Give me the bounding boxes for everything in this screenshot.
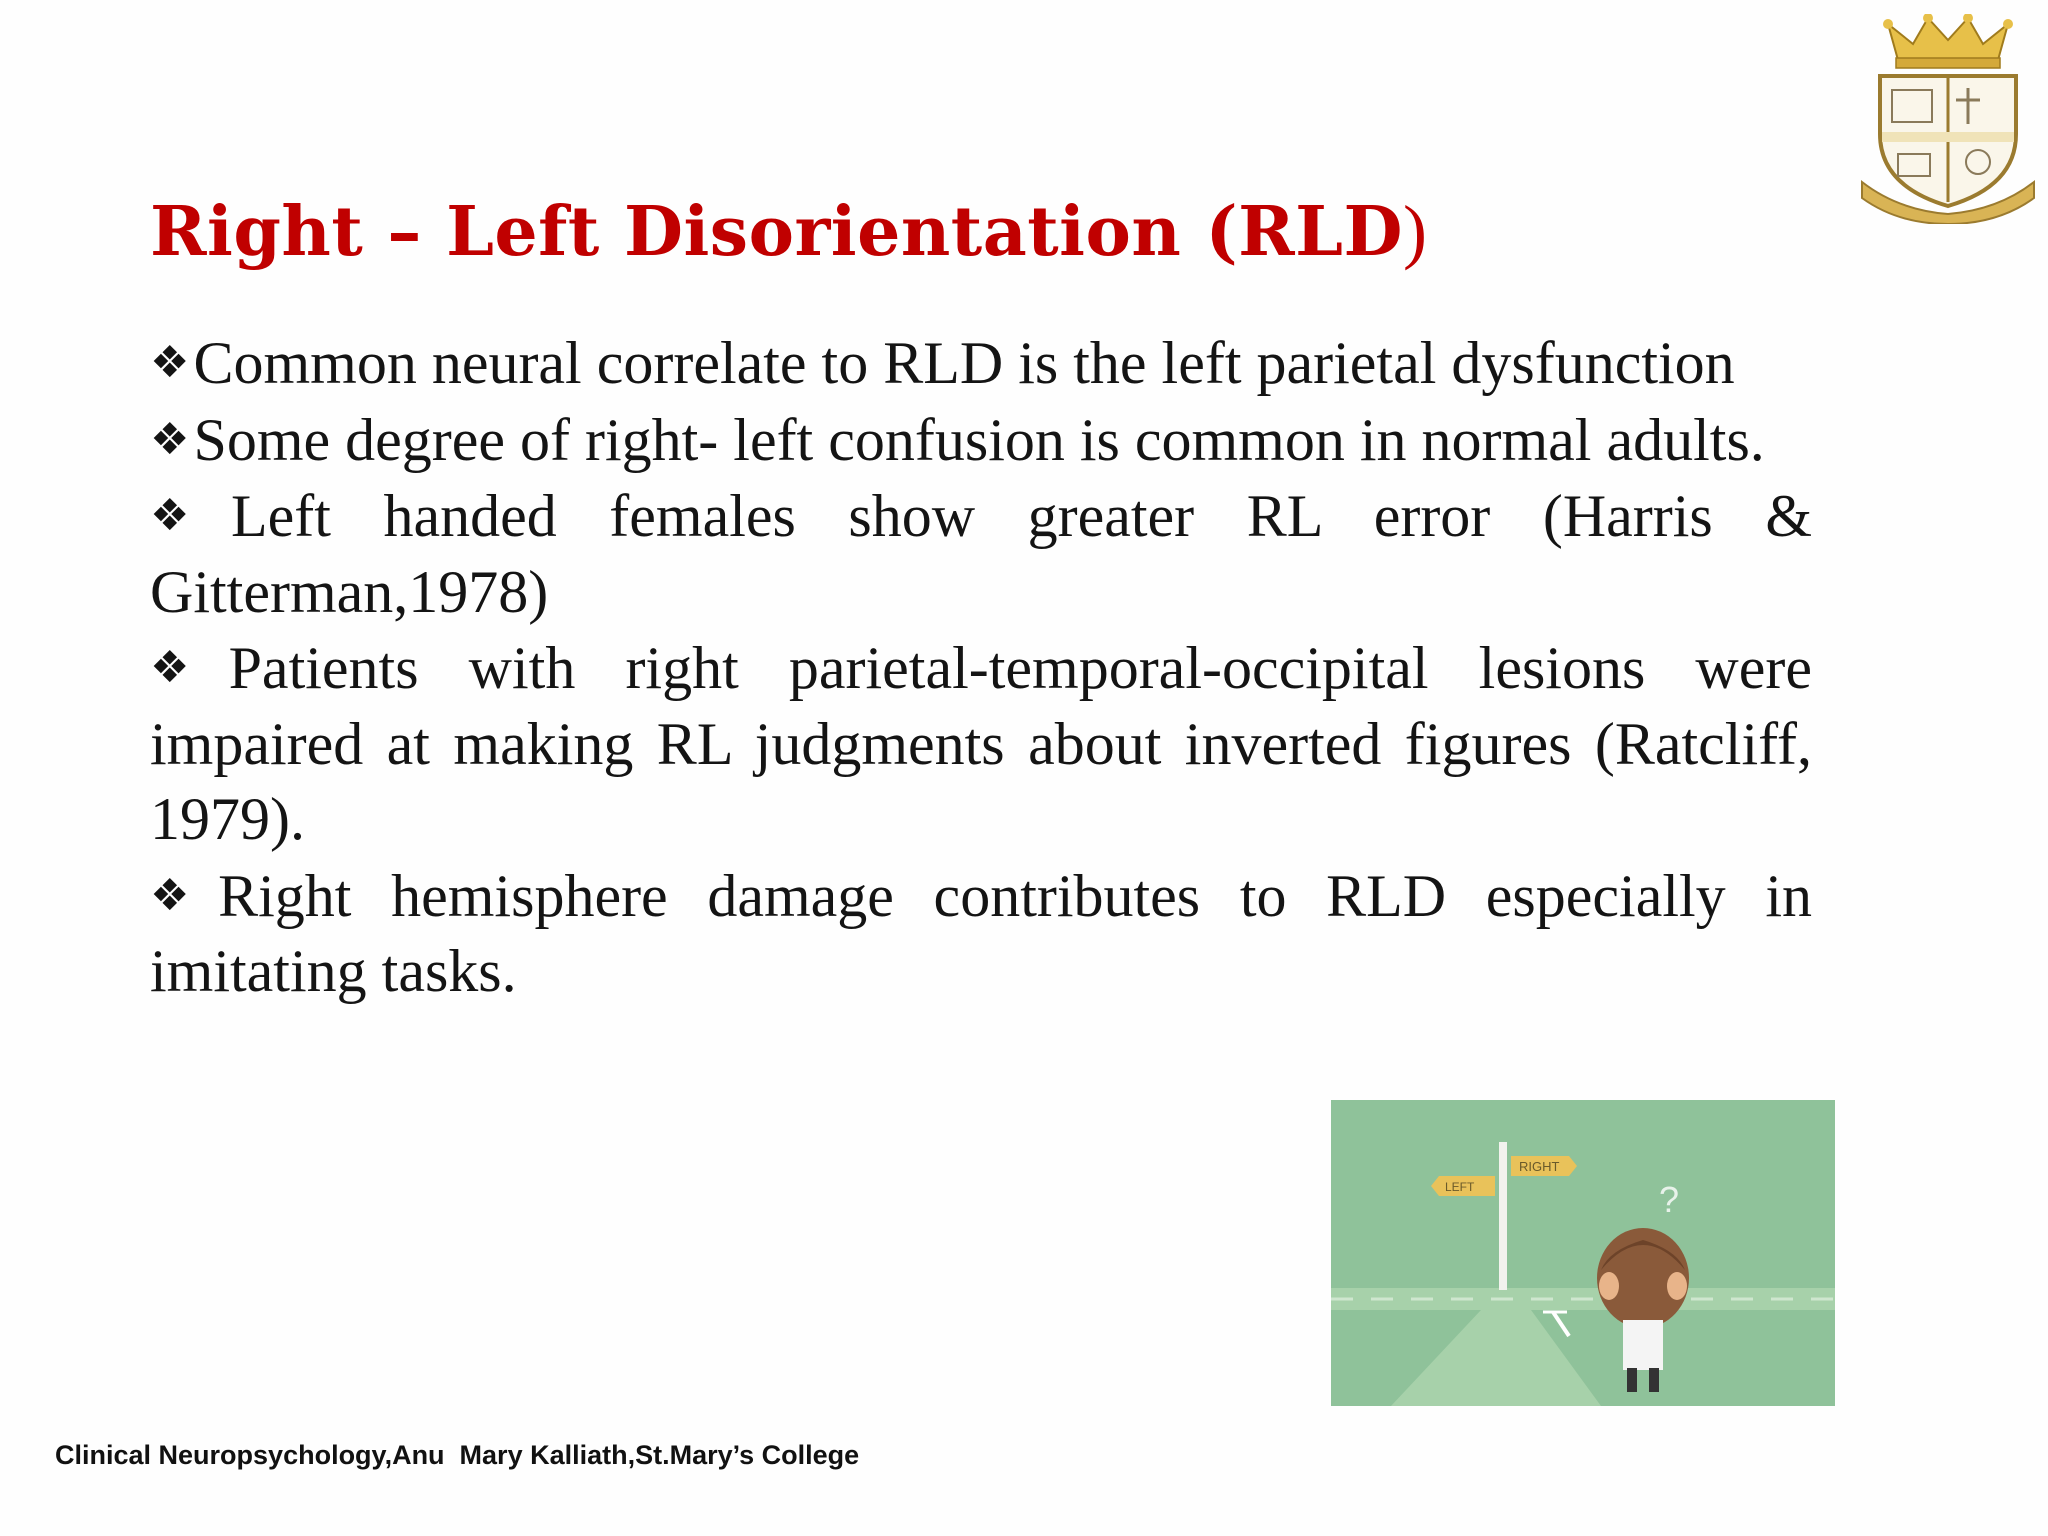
footer-credit: Clinical Neuropsychology,Anu Mary Kalliath,St.Mary’s College xyxy=(55,1440,860,1470)
bullet-text: Common neural correlate to RLD is the left parietal dysfunction xyxy=(193,330,1735,396)
bullet-text: Left handed females show greater RL error (Harris & Gitterman,1978) xyxy=(150,483,1812,625)
college-crest-logo xyxy=(1858,14,2038,224)
bullet-list xyxy=(150,325,1812,1010)
bullet-item xyxy=(150,478,1812,630)
slide-title-text: Right – Left Disorientation (RLD xyxy=(150,192,1403,272)
bullet-item xyxy=(150,325,1812,402)
bullet-text: Patients with right parietal-temporal-occipital lesions were impaired at making RL judgments about inverted figures (Ratcliff, 1979). xyxy=(150,635,1812,852)
question-mark: ? xyxy=(1659,1179,1680,1220)
slide-title-close-paren: ) xyxy=(1402,191,1428,271)
bullet-item xyxy=(150,858,1812,1010)
bullet-item xyxy=(150,630,1812,858)
bullet-text: Right hemisphere damage contributes to RLD especially in imitating tasks. xyxy=(150,862,1812,1004)
sign-right-label: RIGHT xyxy=(1519,1159,1560,1174)
bullet-item xyxy=(150,402,1812,479)
sign-left-label: LEFT xyxy=(1445,1180,1475,1194)
crossroads-illustration xyxy=(1331,1100,1835,1406)
bullet-text: Some degree of right- left confusion is common in normal adults. xyxy=(193,406,1765,473)
bullet-diamond-icon: ❖ xyxy=(150,642,225,693)
bullet-diamond-icon: ❖ xyxy=(150,490,227,541)
bullet-diamond-icon: ❖ xyxy=(150,413,190,465)
slide-title xyxy=(150,190,1427,273)
bullet-diamond-icon: ❖ xyxy=(150,337,190,388)
bullet-diamond-icon: ❖ xyxy=(150,869,215,921)
